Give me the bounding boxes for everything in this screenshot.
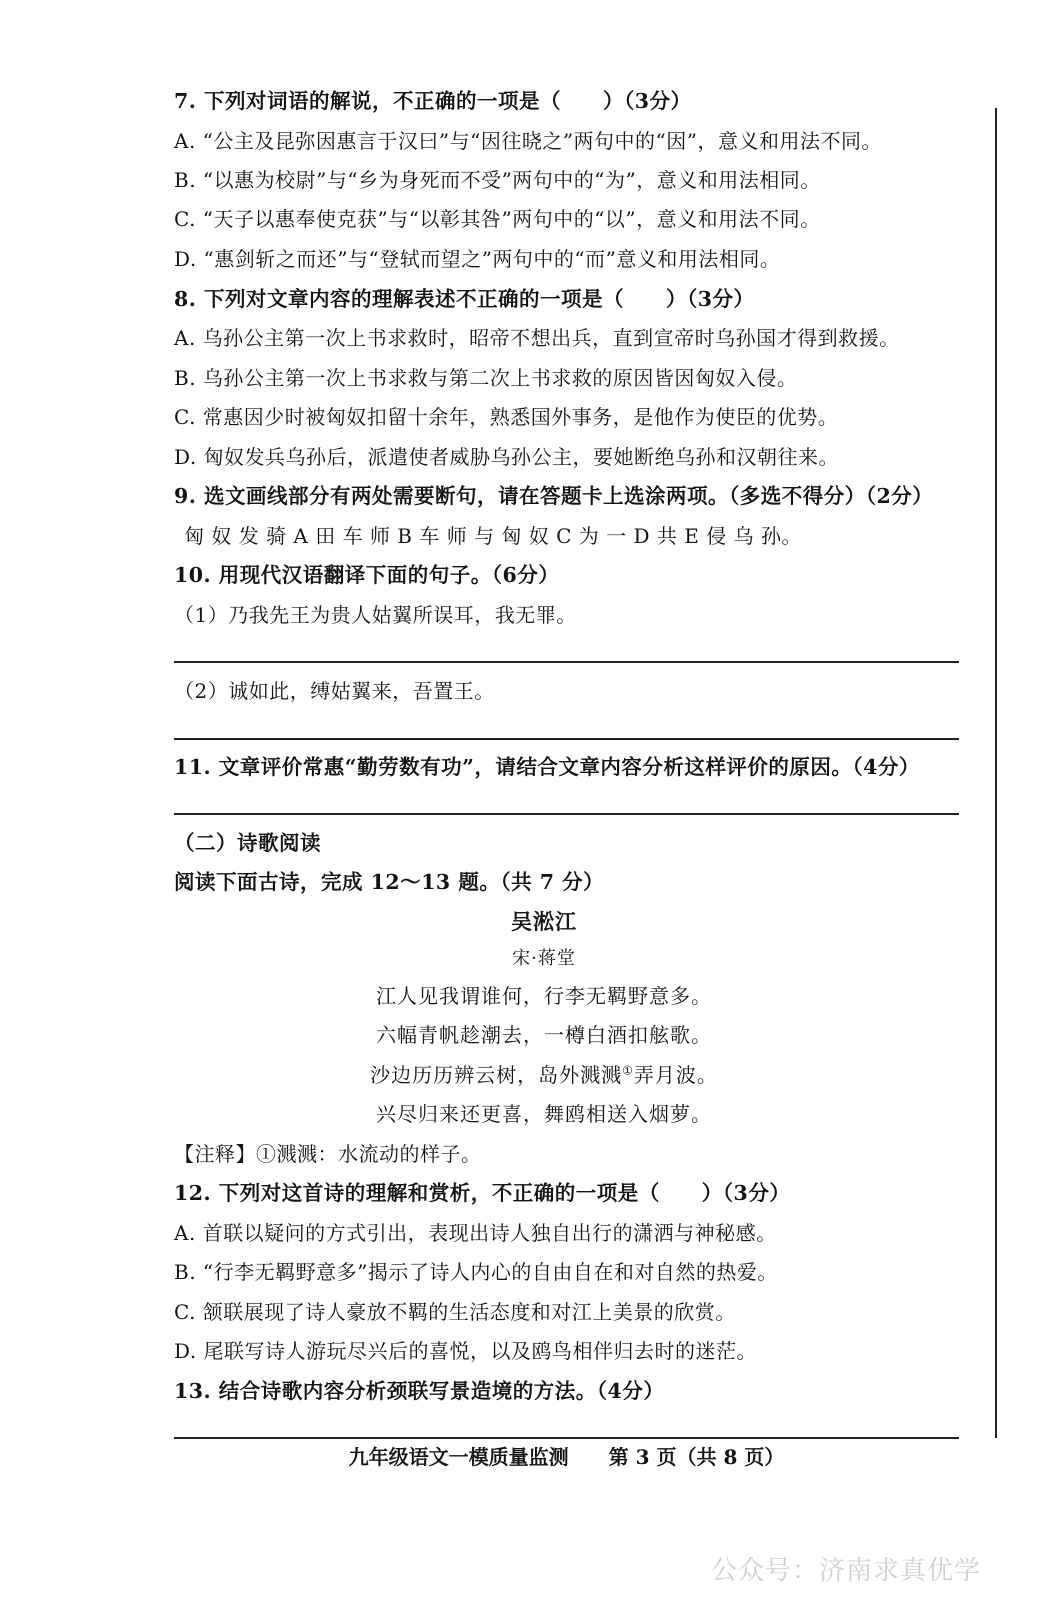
- answer-line: [174, 738, 959, 740]
- poem-line-3-head: 沙边历历辨云树，岛外溅溅: [370, 1063, 623, 1087]
- q12-option-d: D. 尾联写诗人游玩尽兴后的喜悦，以及鸥鸟相伴归去时的迷茫。: [174, 1339, 758, 1363]
- q8-option-a: A. 乌孙公主第一次上书求救时，昭帝不想出兵，直到宣帝时乌孙国才得到救援。: [174, 326, 900, 350]
- watermark: 公众号：济南求真优学: [710, 1556, 981, 1586]
- q10-sentence-1: （1）乃我先王为贵人姑翼所误耳，我无罪。: [174, 603, 577, 627]
- q10-sentence-2: （2）诚如此，缚姑翼来，吾置王。: [174, 679, 495, 703]
- q9-stem: 9. 选文画线部分有两处需要断句，请在答题卡上选涂两项。（多选不得分）（2分）: [174, 484, 934, 508]
- footer-rule: [174, 1437, 959, 1439]
- poem-note: 【注释】①溅溅：水流动的样子。: [174, 1142, 482, 1166]
- poem-line-2: 六幅青帆趁潮去，一樽白酒扣舷歌。: [376, 1023, 712, 1047]
- poem-line-4: 兴尽归来还更喜，舞鸥相送入烟萝。: [376, 1102, 712, 1126]
- q7-option-b: B. “以惠为校尉”与“乡为身死而不受”两句中的“为”，意义和用法相同。: [174, 168, 821, 192]
- poem-line-3: [174, 1062, 914, 1088]
- q9-text: 匈 奴 发 骑 A 田 车 师 B 车 师 与 匈 奴 C 为 一 D 共 E 侵 乌 孙。: [184, 524, 802, 548]
- poem-line-1: 江人见我谓谁何，行李无羁野意多。: [376, 984, 712, 1008]
- q7-option-d: D. “惠剑斩之而还”与“登轼而望之”两句中的“而”意义和用法相同。: [174, 247, 781, 271]
- section-instruction: 阅读下面古诗，完成 12～13 题。（共 7 分）: [174, 870, 605, 894]
- q8-option-d: D. 匈奴发兵乌孙后，派遣使者威胁乌孙公主，要她断绝乌孙和汉朝往来。: [174, 445, 840, 469]
- q8-option-b: B. 乌孙公主第一次上书求救与第二次上书求救的原因皆因匈奴入侵。: [174, 366, 798, 390]
- section-heading: （二）诗歌阅读: [174, 831, 321, 855]
- q10-stem: 10. 用现代汉语翻译下面的句子。（6分）: [174, 563, 560, 587]
- note-mark: ①: [622, 1063, 634, 1078]
- answer-line: [174, 813, 959, 815]
- poem-author: 宋·蒋堂: [512, 948, 576, 969]
- q7-option-c: C. “天子以惠奉使克获”与“以彰其咎”两句中的“以”，意义和用法不同。: [174, 207, 821, 231]
- footer-page-number: 第 3 页（共 8 页）: [608, 1445, 785, 1469]
- q12-option-a: A. 首联以疑问的方式引出，表现出诗人独自出行的潇洒与神秘感。: [174, 1221, 777, 1245]
- q13-stem: 13. 结合诗歌内容分析颈联写景造境的方法。（4分）: [174, 1379, 665, 1403]
- footer-exam-title: 九年级语文一模质量监测: [348, 1445, 569, 1469]
- q8-stem: 8. 下列对文章内容的理解表述不正确的一项是（ ）（3分）: [174, 287, 755, 311]
- q12-stem: 12. 下列对这首诗的理解和赏析，不正确的一项是（ ）（3分）: [174, 1181, 791, 1205]
- q7-option-a: A. “公主及昆弥因惠言于汉曰”与“因往晓之”两句中的“因”，意义和用法不同。: [174, 129, 883, 153]
- q12-option-b: B. “行李无羁野意多”揭示了诗人内心的自由自在和对自然的热爱。: [174, 1260, 778, 1284]
- poem-line-3-tail: 弄月波。: [633, 1063, 718, 1087]
- q11-stem: 11. 文章评价常惠“勤劳数有功”，请结合文章内容分析这样评价的原因。（4分）: [174, 755, 920, 779]
- q7-stem: 7. 下列对词语的解说，不正确的一项是（ ）（3分）: [174, 89, 692, 113]
- poem-title: 吴淞江: [511, 909, 577, 934]
- q12-option-c: C. 颔联展现了诗人豪放不羁的生活态度和对江上美景的欣赏。: [174, 1300, 736, 1324]
- q8-option-c: C. 常惠因少时被匈奴扣留十余年，熟悉国外事务，是他作为使臣的优势。: [174, 405, 839, 429]
- page-footer: [174, 1444, 959, 1470]
- right-margin-line: [995, 108, 997, 1438]
- answer-line: [174, 661, 959, 663]
